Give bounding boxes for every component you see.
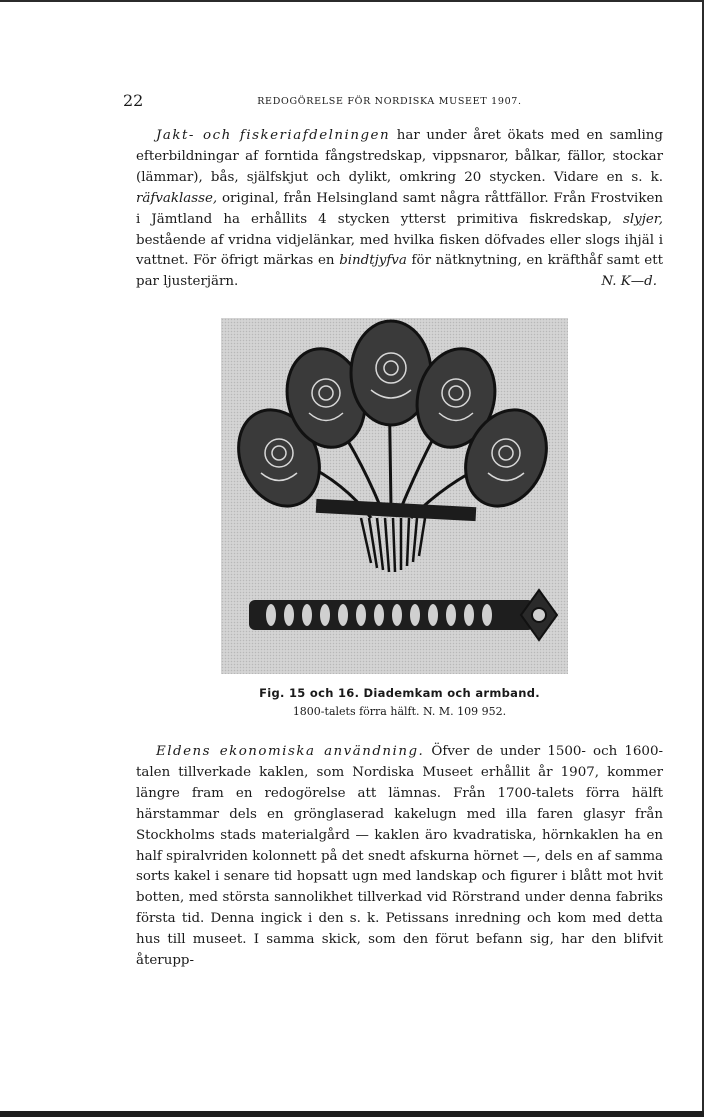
body-text: har under året ökats med en samling efterbildningar af forntida fångstredskap, vippsnaror, bålkar, fällor, stockar (lämmar), bås, själfskjut och dylikt, omkring 20 stycken. Vidare en s. k.: [136, 128, 663, 185]
author-signature: N. K—d.: [601, 274, 657, 290]
section-heading-fire: Eldens ekonomiska användning.: [156, 744, 425, 759]
page-edge-bottom: [0, 1111, 704, 1117]
running-head: REDOGÖRELSE FÖR NORDISKA MUSEET 1907.: [257, 96, 522, 107]
body-text: Öfver de under 1500- och 1600-talen tillverkade kaklen, som Nordiska Museet erhållit år 1907, kommer längre fram en redogörelse att lämnas. Från 1700-talets förra hälft härstammar dels en grönglaserad kakelugn med illa faren glasyr från Stockholms stads materialgård — kaklen äro kvadratiska, hörnkaklen ha en half spiralvriden kolonnett på det snedt afskurna hörnet —, dels en af samma sorts kakel i senare tid hopsatt ugn med landskap och figurer i blått mot hvit botten, med största sannolikhet tillverkad vid Rörstrand under denna fabriks första tid. Denna ingick i den s. k. Petissans inredning och kom med detta hus till museet. I samma skick, som den förut befann sig, har den blifvit återupp-: [136, 744, 663, 969]
body-text: original, från Helsingland samt några råttfällor. Från Frostviken i Jämtland ha erhållits 4 stycken ytterst primitiva fiskredskap,: [136, 190, 663, 227]
body-text: för nätknytning, en kräfthåf samt ett par ljusterjärn.: [136, 253, 663, 290]
term-bindtjyfva: bindtjyfva: [339, 253, 407, 269]
section-heading-hunting: Jakt- och fiskeriafdelningen: [156, 128, 391, 143]
page-edge-top: [0, 0, 704, 2]
page-number: 22: [123, 91, 144, 110]
body-text: bestående af vridna vidjelänkar, med hvilka fisken döfvades eller slogs ihjäl i vattnet. För öfrigt märkas en: [136, 232, 663, 269]
section-hunting-fishing: [136, 126, 663, 293]
term-rafvaklasse: räfvaklasse,: [136, 190, 218, 206]
figure-caption-label: Fig. 15 och 16. Diademkam och armband.: [259, 686, 540, 700]
section-fire-usage: [136, 742, 663, 972]
figure-photo: [221, 318, 568, 674]
figure-caption-detail: 1800-talets förra hälft. N. M. 109 952.: [292, 705, 507, 718]
diadem-comb-and-bracelet-illustration: [221, 318, 568, 674]
term-slyjer: slyjer,: [623, 211, 663, 227]
page-header: [123, 91, 656, 111]
